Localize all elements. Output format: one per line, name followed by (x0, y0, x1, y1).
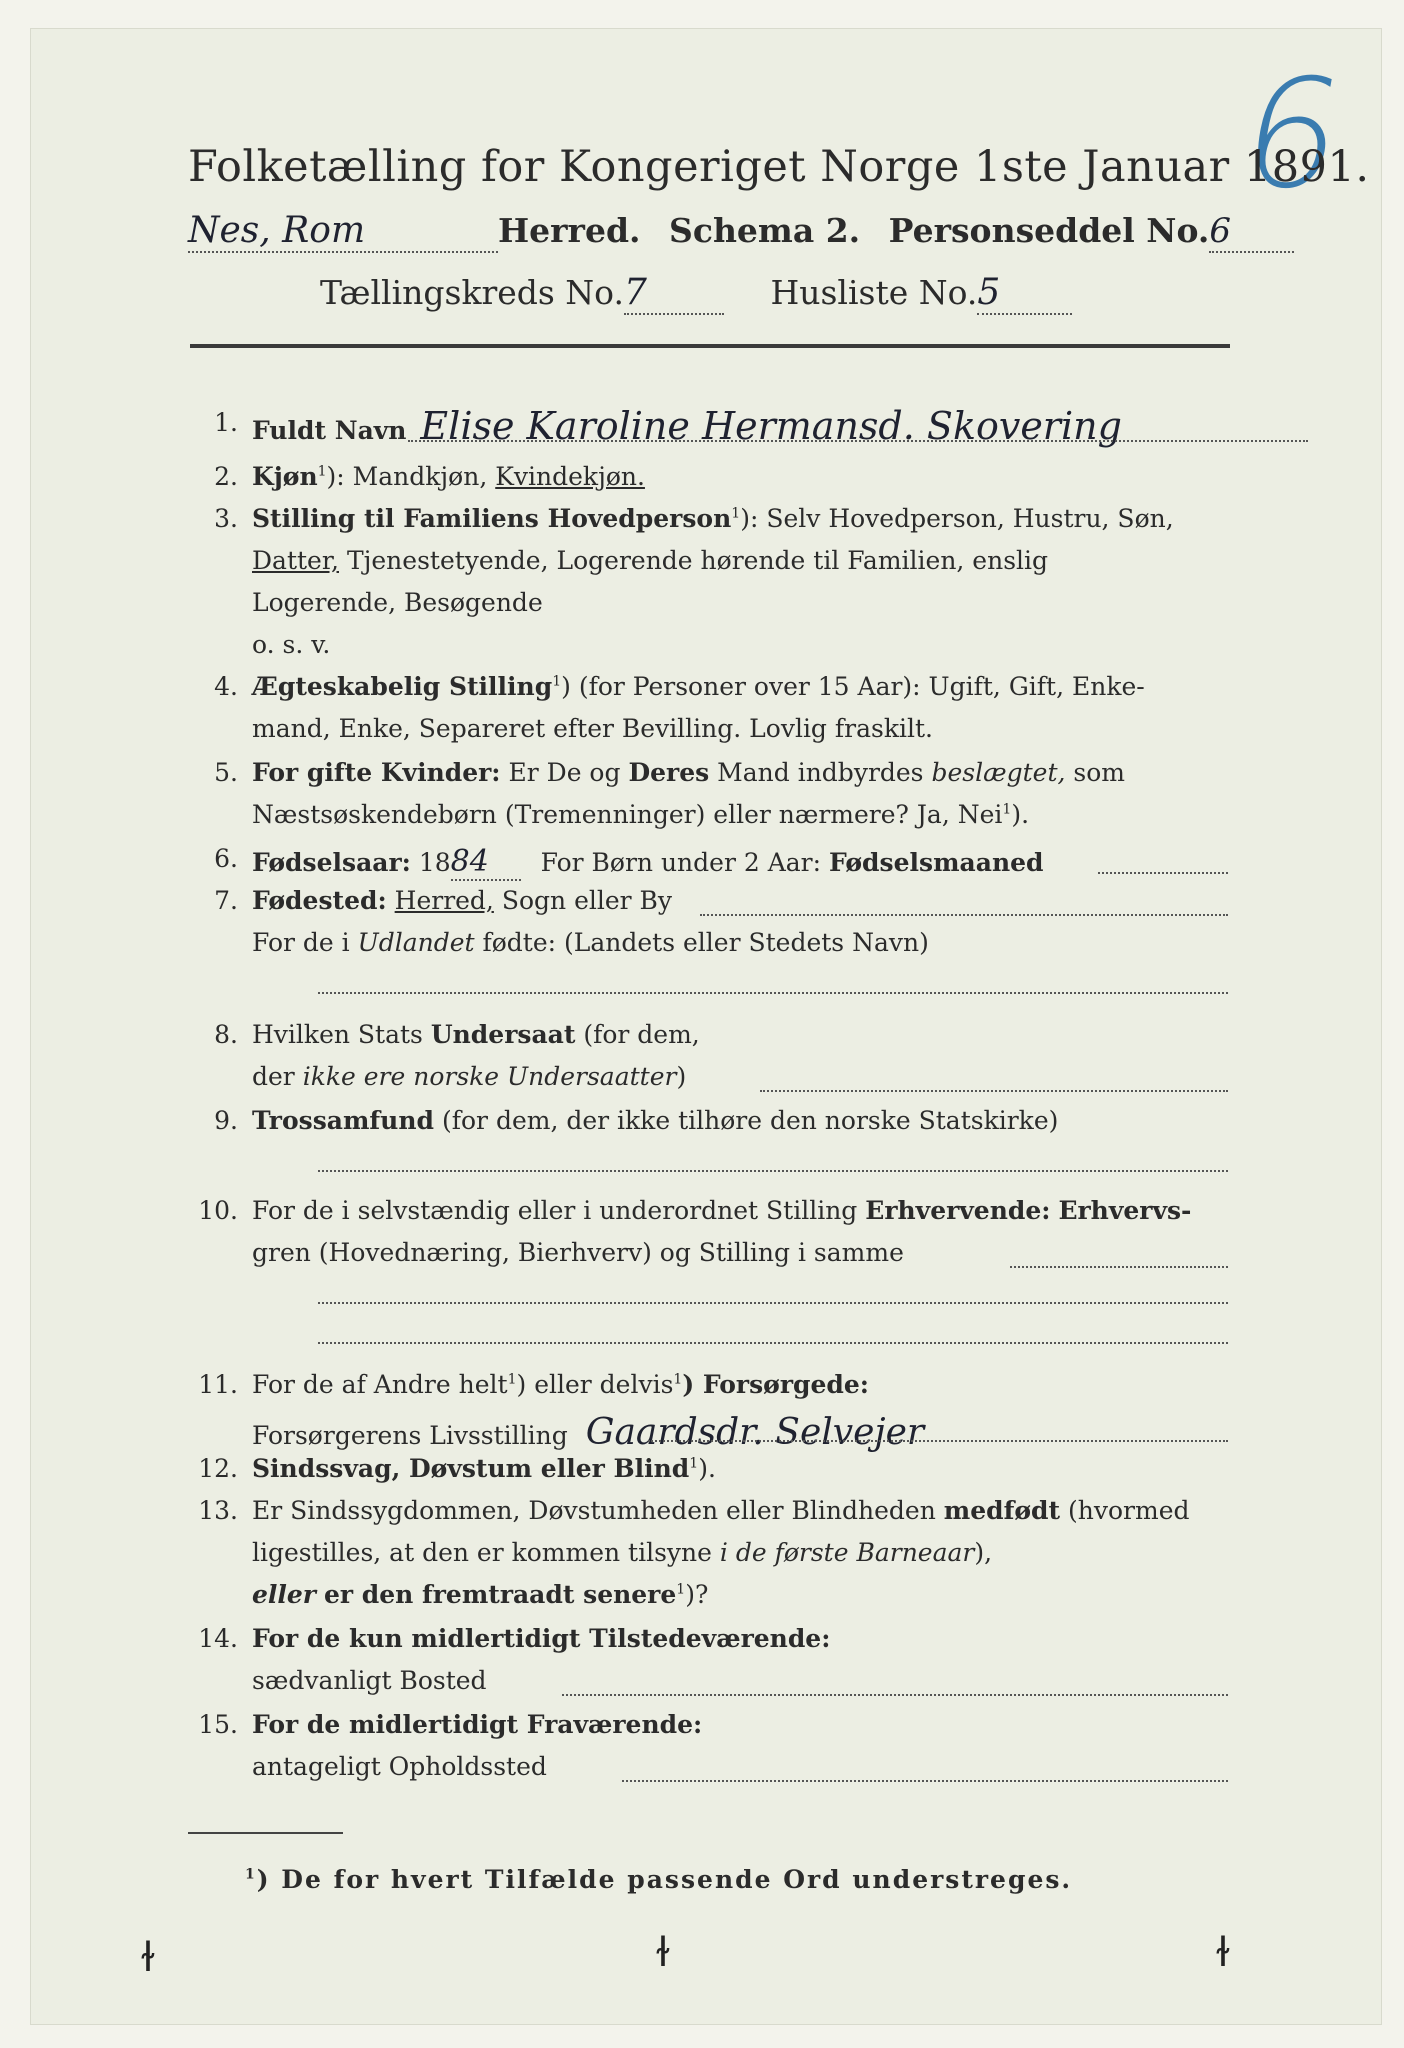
item-14-dotted-line (562, 1694, 1228, 1696)
item-8-text: (for dem, (583, 1020, 700, 1049)
item-6-label2: Fødselsmaaned (829, 848, 1044, 877)
item-13-line3 (252, 1580, 1227, 1609)
item-4-label: Ægteskabelig Stilling (252, 672, 553, 701)
item-13-text: Er Sindssygdommen, Døvstumheden eller Blindheden (252, 1496, 936, 1525)
item-14-line2: sædvanligt Bosted (252, 1666, 487, 1695)
item-13-bold: medfødt (943, 1496, 1061, 1525)
item-10-number: 10. (198, 1196, 238, 1225)
herred-value: Nes, Rom (188, 210, 498, 253)
item-10-bold2: Erhvervs- (1058, 1196, 1192, 1225)
kreds-label: Tællingskreds No. (320, 273, 624, 312)
footnote-rule (188, 1832, 343, 1834)
item-10-line2: gren (Hovednæring, Bierhverv) og Stilling i samme (252, 1238, 904, 1267)
item-10-bold: Erhvervende: (865, 1196, 1051, 1225)
item-11-sup-b: 1 (673, 1371, 683, 1388)
item-10-text: For de i selvstændig eller i underordnet Stilling (252, 1196, 858, 1225)
item-5-line2 (252, 800, 1227, 829)
item-1-dotted-line (408, 440, 1308, 442)
item-2-underlined: Kvindekjøn. (495, 462, 645, 491)
item-15-label: For de midlertidigt Fraværende: (252, 1710, 703, 1739)
herred-label: Herred. (498, 211, 641, 250)
item-12-number: 12. (198, 1454, 238, 1483)
kreds-value: 7 (624, 272, 724, 315)
item-4-text: ) (for Personer over 15 Aar): Ugift, Gift, Enke- (561, 672, 1145, 701)
form-title: Folketælling for Kongeriget Norge 1ste Januar 1891. (188, 142, 1370, 192)
item-6-dotted-line (1098, 872, 1228, 874)
item-6-label: Fødselsaar: (252, 848, 411, 877)
item-6-row (252, 844, 1227, 881)
item-8-line2-a: der (252, 1062, 295, 1091)
item-11-text-a: For de af Andre helt (252, 1370, 508, 1399)
item-14-number: 14. (198, 1624, 238, 1653)
item-10-dotted-line-2 (318, 1302, 1228, 1304)
birth-year-value: 84 (451, 844, 521, 881)
item-12-row (252, 1454, 1227, 1483)
item-13-number: 13. (198, 1496, 238, 1525)
item-9-dotted-line (318, 1170, 1228, 1172)
full-name-value: Elise Karoline Hermansd. Skovering (420, 404, 1122, 448)
item-13-line3-end: )? (685, 1580, 709, 1609)
item-5-number: 5. (214, 758, 238, 787)
item-15-row (252, 1710, 1227, 1739)
item-4-line2: mand, Enke, Separeret efter Bevilling. Lovlig fraskilt. (252, 714, 933, 743)
item-7-label: Fødested: (252, 886, 387, 915)
corner-tick-mark-left: ɫ (140, 1935, 156, 1981)
footnote-sup: 1 (245, 1866, 257, 1883)
item-7-dotted-line-2 (318, 992, 1228, 994)
item-3-label: Stilling til Familiens Hovedperson (252, 504, 732, 533)
husliste-value: 5 (977, 272, 1072, 315)
item-8-line2-b: ) (676, 1062, 687, 1091)
item-2-number: 2. (214, 462, 238, 491)
item-15-dotted-line (622, 1780, 1228, 1782)
item-5-bold-b: Deres (628, 758, 710, 787)
item-6-text: For Børn under 2 Aar: (540, 848, 822, 877)
item-11-row (252, 1370, 1227, 1399)
item-14-label: For de kun midlertidigt Tilstedeværende: (252, 1624, 831, 1653)
page-mark: 6 (1229, 48, 1356, 222)
item-7-line2-a: For de i (252, 928, 350, 957)
item-13-line3-it: eller (252, 1580, 316, 1609)
item-5-sup2: 1 (1002, 801, 1012, 818)
item-10-row (252, 1196, 1227, 1225)
item-8-label: Hvilken Stats (252, 1020, 423, 1049)
item-10-dotted-line (1010, 1266, 1228, 1268)
item-13-sup3: 1 (676, 1581, 686, 1598)
item-2-sup: 1 (317, 463, 327, 480)
item-12-sup: 1 (689, 1455, 699, 1472)
personseddel-value: 6 (1209, 211, 1294, 253)
item-5-label: For gifte Kvinder: (252, 758, 501, 787)
item-12-label: Sindssvag, Døvstum eller Blind (252, 1454, 690, 1483)
item-4-sup: 1 (552, 673, 562, 690)
item-11-line2-text: Forsørgerens Livsstilling (252, 1421, 568, 1450)
item-15-number: 15. (198, 1710, 238, 1739)
item-13-line3-b: er den fremtraadt senere (323, 1580, 677, 1609)
item-7-number: 7. (214, 886, 238, 915)
item-6-number: 6. (214, 844, 238, 873)
item-13-line2-a: ligestilles, at den er kommen tilsyne (252, 1538, 712, 1567)
item-13-text2: (hvormed (1068, 1496, 1190, 1525)
item-9-number: 9. (214, 1106, 238, 1135)
item-1-label: Fuldt Navn (252, 416, 407, 445)
item-3-cont: Tjenestetyende, Logerende hørende til Familien, enslig (346, 546, 1049, 575)
item-13-row (252, 1496, 1227, 1525)
birth-year-prefix: 18 (418, 848, 451, 877)
item-2-row (252, 462, 1227, 491)
item-3-sup: 1 (731, 505, 741, 522)
item-8-line2 (252, 1062, 1227, 1091)
item-3-line3: Logerende, Besøgende (252, 588, 543, 617)
item-2-label: Kjøn (252, 462, 318, 491)
item-3-line2 (252, 546, 1227, 575)
item-7-line2 (252, 928, 1227, 957)
item-3-number: 3. (214, 504, 238, 533)
item-11-number: 11. (198, 1370, 238, 1399)
corner-tick-mark-center: ɫ (655, 1930, 671, 1976)
item-10-dotted-line-3 (318, 1342, 1228, 1344)
item-11-line2 (252, 1412, 1227, 1453)
item-8-dotted-line (760, 1090, 1228, 1092)
item-11-dotted-line (648, 1440, 1228, 1442)
item-2-text: ): Mandkjøn, (326, 462, 488, 491)
personseddel-label: Personseddel No. (888, 211, 1210, 250)
item-3-underlined: Datter, (252, 546, 339, 575)
item-13-line2-it: i de første Barneaar (719, 1538, 975, 1567)
item-13-line2 (252, 1538, 1227, 1567)
item-5-end2: ). (1011, 800, 1030, 829)
provider-occupation-value: Gaardsdr. Selvejer (585, 1412, 925, 1453)
corner-tick-mark-right: ɫ (1215, 1930, 1231, 1976)
footnote (245, 1865, 1072, 1894)
item-11-text-b: ) eller delvis (516, 1370, 674, 1399)
item-5-text-a: Er De og (508, 758, 621, 787)
item-15-line2: antageligt Opholdssted (252, 1752, 547, 1781)
kreds-line (320, 272, 1072, 315)
item-13-line2-b: ), (974, 1538, 993, 1567)
item-7-line2-it: Udlandet (357, 928, 475, 957)
herred-line (188, 210, 1294, 253)
item-8-row (252, 1020, 1227, 1049)
item-3-line4: o. s. v. (252, 630, 331, 659)
item-4-number: 4. (214, 672, 238, 701)
item-4-row (252, 672, 1227, 701)
item-7-row (252, 886, 1227, 915)
footnote-text: ) De for hvert Tilfælde passende Ord understreges. (256, 1865, 1073, 1894)
item-11-text-c: ) Forsørgede: (682, 1370, 870, 1399)
item-12-end: ). (698, 1454, 716, 1483)
item-5-it-d: beslægtet, (931, 758, 1066, 787)
item-11-sup: 1 (507, 1371, 517, 1388)
item-9-text: (for dem, der ikke tilhøre den norske Statskirke) (441, 1106, 1059, 1135)
item-5-line2-text: Næstsøskendebørn (Tremenninger) eller nærmere? Ja, Nei (252, 800, 1003, 829)
item-3-row (252, 504, 1227, 533)
item-14-row (252, 1624, 1227, 1653)
item-8-number: 8. (214, 1020, 238, 1049)
item-8-bold: Undersaat (430, 1020, 576, 1049)
husliste-label: Husliste No. (770, 273, 978, 312)
item-5-text-c: Mand indbyrdes (717, 758, 924, 787)
schema-label: Schema 2. (669, 211, 861, 250)
item-5-row (252, 758, 1227, 787)
item-3-text: ): Selv Hovedperson, Hustru, Søn, (740, 504, 1174, 533)
item-7-dotted-line (700, 914, 1228, 916)
item-7-line2-b: fødte: (Landets eller Stedets Navn) (482, 928, 929, 957)
item-5-text-e: som (1073, 758, 1125, 787)
item-8-line2-it: ikke ere norske Undersaatter (302, 1062, 677, 1091)
item-7-underlined: Herred, (394, 886, 494, 915)
header-rule (190, 344, 1230, 348)
item-7-text: Sogn eller By (501, 886, 673, 915)
item-1-number: 1. (214, 408, 238, 437)
item-9-label: Trossamfund (252, 1106, 435, 1135)
item-9-row (252, 1106, 1227, 1135)
